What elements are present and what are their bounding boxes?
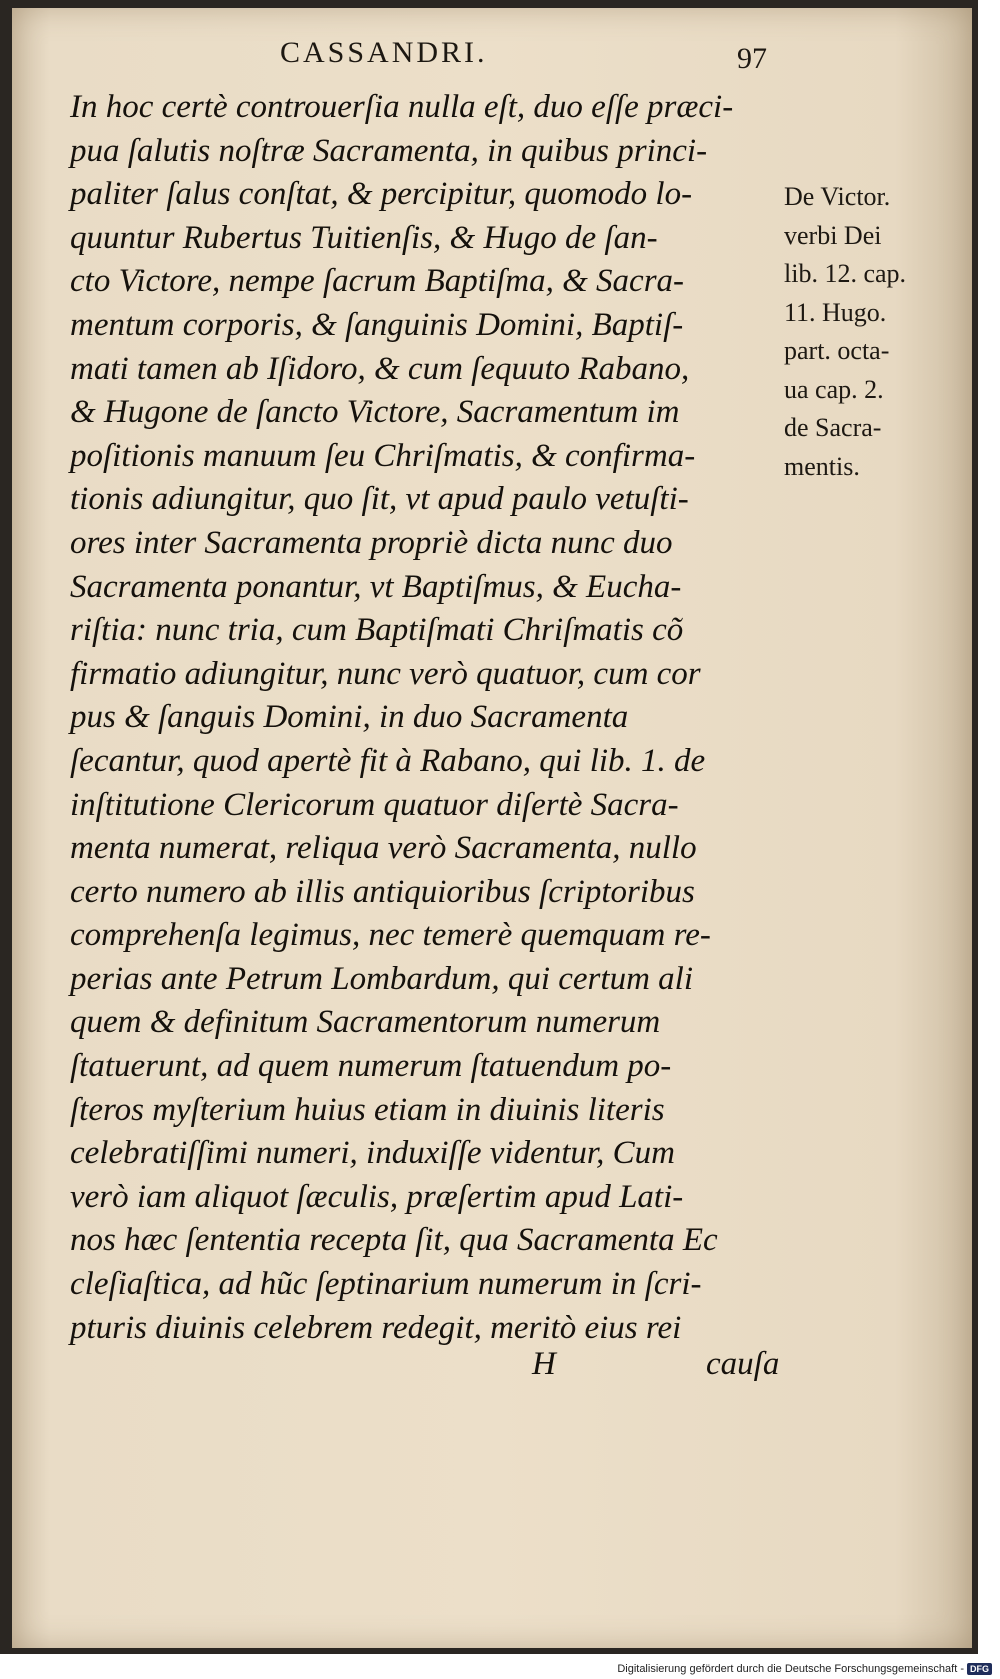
marginal-note-line: ua cap. 2. bbox=[784, 374, 884, 404]
text-line: ſteros myſterium huius etiam in diuinis literis bbox=[70, 1091, 665, 1128]
marginal-note-line: mentis. bbox=[784, 451, 860, 481]
text-line: In hoc certè controuerſia nulla eſt, duo eſſe præci- bbox=[70, 89, 734, 125]
marginal-note-line: 11. Hugo. bbox=[784, 297, 887, 327]
text-line: verò iam aliquot ſæculis, præſertim apud Lati- bbox=[70, 1178, 684, 1215]
text-line: riſtia: nunc tria, cum Baptiſmati Chriſmatis cõ bbox=[70, 612, 684, 649]
marginal-note bbox=[784, 178, 974, 486]
text-line: ores inter Sacramenta propriè dicta nunc duo bbox=[70, 524, 673, 561]
running-head: CASSANDRI. bbox=[280, 36, 488, 69]
text-line: certo numero ab illis antiquioribus ſcriptoribus bbox=[70, 873, 695, 910]
body-text bbox=[70, 86, 790, 1350]
signature-mark: H bbox=[532, 1346, 556, 1382]
text-line: mati tamen ab Iſidoro, & cum ſequuto Rabano, bbox=[70, 350, 690, 387]
marginal-note-line: De Victor. bbox=[784, 182, 891, 211]
text-line: pturis diuinis celebrem redegit, meritò eius rei bbox=[70, 1309, 682, 1346]
catchword: cauſa bbox=[706, 1346, 780, 1382]
text-line: inſtitutione Clericorum quatuor diſertè Sacra- bbox=[70, 786, 679, 823]
text-line: comprehenſa legimus, nec temerè quemquam re- bbox=[70, 917, 711, 954]
text-line: ſtatuerunt, ad quem numerum ſtatuendum po- bbox=[70, 1048, 672, 1085]
text-line: menta numerat, reliqua verò Sacramenta, nullo bbox=[70, 830, 697, 867]
marginal-note-line: verbi Dei bbox=[784, 220, 882, 250]
text-line: ſecantur, quod apertè fit à Rabano, qui lib. 1. de bbox=[70, 742, 706, 779]
text-line: perias ante Petrum Lombardum, qui certum ali bbox=[70, 960, 693, 997]
text-line: paliter ſalus conſtat, & percipitur, quomodo lo- bbox=[70, 176, 693, 213]
page-number: 97 bbox=[737, 42, 767, 75]
text-line: pus & ſanguis Domini, in duo Sacramenta bbox=[70, 699, 629, 736]
text-line: Sacramenta ponantur, vt Baptiſmus, & Eucha- bbox=[70, 568, 682, 605]
credit-text: Digitalisierung gefördert durch die Deutsche Forschungsgemeinschaft - bbox=[617, 1663, 964, 1675]
text-line: cleſiaſtica, ad hũc ſeptinarium numerum in ſcri- bbox=[70, 1266, 702, 1303]
book-page bbox=[12, 8, 972, 1648]
text-line: mentum corporis, & ſanguinis Domini, Baptiſ- bbox=[70, 306, 684, 343]
text-line: firmatio adiungitur, nunc verò quatuor, cum cor bbox=[70, 655, 701, 692]
text-line: tionis adiungitur, quo ſit, vt apud paulo vetuſti- bbox=[70, 481, 689, 518]
marginal-note-line: part. octa- bbox=[784, 336, 890, 365]
text-line: quuntur Rubertus Tuitienſis, & Hugo de ſan- bbox=[70, 219, 658, 256]
text-line: cto Victore, nempe ſacrum Baptiſma, & Sacra- bbox=[70, 263, 685, 300]
digitization-credit bbox=[617, 1663, 992, 1675]
marginal-note-line: de Sacra- bbox=[784, 413, 882, 442]
text-line: poſitionis manuum ſeu Chriſmatis, & confirma- bbox=[70, 437, 696, 474]
dfg-logo: DFG bbox=[967, 1663, 992, 1675]
text-line: & Hugone de ſancto Victore, Sacramentum im bbox=[70, 394, 680, 431]
text-line: quem & definitum Sacramentorum numerum bbox=[70, 1004, 661, 1041]
text-line: nos hæc ſententia recepta ſit, qua Sacramenta Ec bbox=[70, 1222, 718, 1259]
text-line: pua ſalutis noſtræ Sacramenta, in quibus princi- bbox=[70, 132, 708, 169]
text-line: celebratiſſimi numeri, induxiſſe videntur, Cum bbox=[70, 1135, 675, 1172]
marginal-note-line: lib. 12. cap. bbox=[784, 259, 907, 288]
